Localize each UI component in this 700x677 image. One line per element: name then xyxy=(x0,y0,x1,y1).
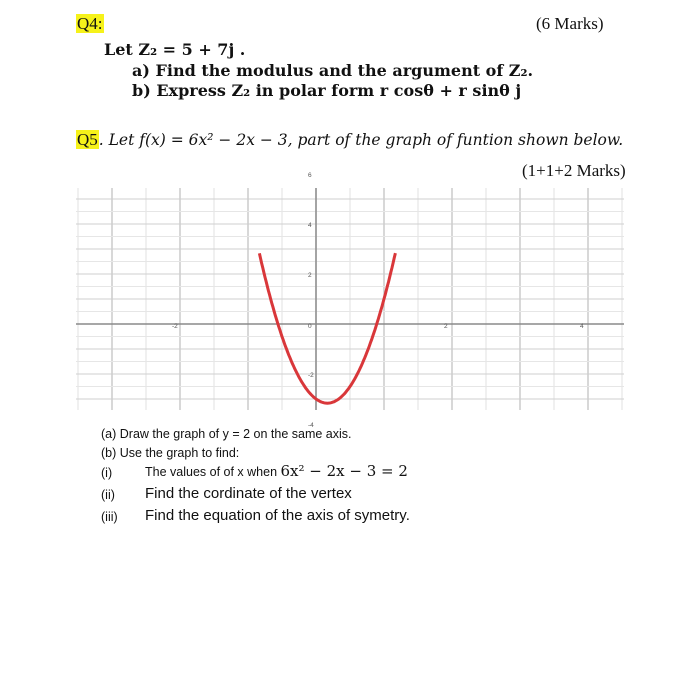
q5-marks: (1+1+2 Marks) xyxy=(522,161,626,180)
task-b-text: Use the graph to find: xyxy=(119,446,240,460)
q4-marks: (6 Marks) xyxy=(536,14,604,33)
task-i-label: (i) xyxy=(101,466,113,480)
parabola-curve xyxy=(259,253,395,403)
y-tick-label: 4 xyxy=(308,222,312,229)
q4-part-a-text: Find the modulus and the argument of Z₂. xyxy=(155,61,534,80)
task-b xyxy=(101,446,239,460)
q4-part-b-label: b) xyxy=(132,81,151,100)
task-ii-text: Find the cordinate of the vertex xyxy=(145,485,352,502)
q4-intro: Let Z₂ = 5 + 7j . xyxy=(104,40,246,59)
task-a xyxy=(101,427,352,441)
task-iii-label: (iii) xyxy=(101,510,118,524)
q4-part-b-text: Express Z₂ in polar form r cosθ + r sinθ j xyxy=(156,81,522,100)
q5-label: Q5 xyxy=(77,130,98,149)
y-tick-label: 6 xyxy=(308,172,312,179)
task-i xyxy=(145,462,408,481)
tick-labels xyxy=(172,172,584,429)
y-tick-label: 2 xyxy=(308,272,312,279)
q4-label: Q4: xyxy=(77,14,103,33)
y-tick-label: -2 xyxy=(308,372,314,379)
x-tick-label: -2 xyxy=(172,323,178,330)
task-a-text: Draw the graph of y = 2 on the same axis. xyxy=(119,427,352,441)
task-iii-text: Find the equation of the axis of symetry. xyxy=(145,507,410,524)
task-i-equation: 6x² − 2x − 3 = 2 xyxy=(280,462,408,480)
x-tick-label: 4 xyxy=(580,323,584,330)
task-a-label: (a) xyxy=(101,427,117,441)
task-i-text: The values of of x when xyxy=(145,465,281,479)
task-b-label: (b) xyxy=(101,446,117,460)
q5-statement: . Let f(x) = 6x² − 2x − 3, part of the graph of funtion shown below. xyxy=(98,131,624,149)
grid xyxy=(76,188,624,410)
x-tick-label: 2 xyxy=(444,323,448,330)
x-tick-label: 0 xyxy=(308,323,312,330)
y-tick-label: -4 xyxy=(308,422,314,429)
q4-part-a-label: a) xyxy=(132,61,150,80)
task-ii-label: (ii) xyxy=(101,488,115,502)
